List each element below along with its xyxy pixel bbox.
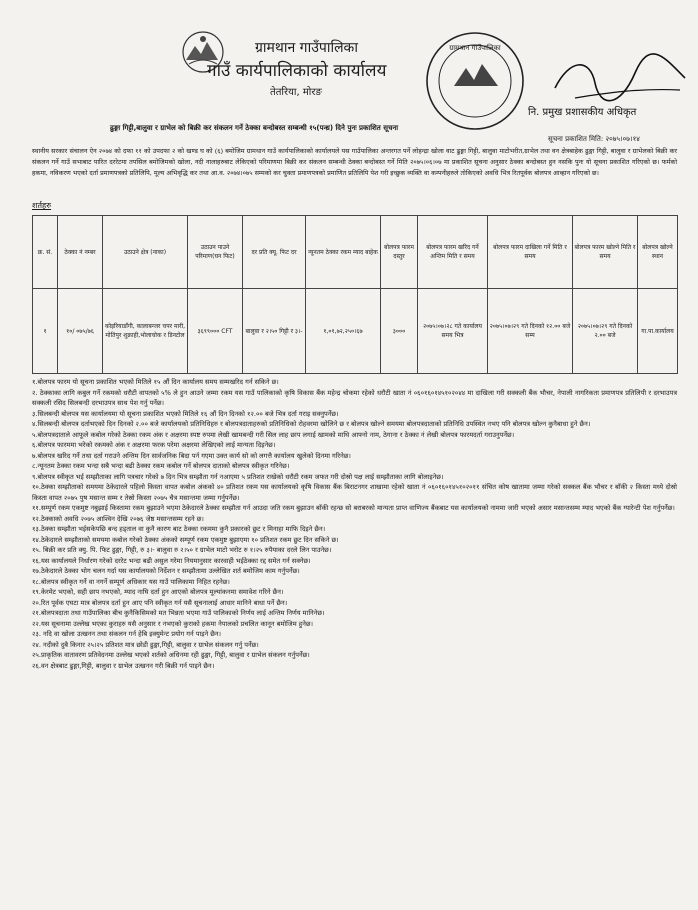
table-cell: २०७५।०७।२८ गते कार्यालय समय भित्र	[418, 289, 488, 374]
table-cell: २०७५।०७।२९ गते दिनको २.०० बजे	[573, 289, 638, 374]
terms-heading: शर्तहरु	[32, 201, 52, 210]
office-seal-stamp	[420, 26, 530, 136]
condition-item: १३.ठेक्का सम्झौता भईसकेपछि बन्द हड्ताल वा कुनै कारण बाट ठेक्का रकममा कुनै प्रकारको छुट र मिनाहा माफि दिइने छैन।	[32, 525, 326, 533]
table-header-cell: बोलपत्र फारम दस्तुर	[381, 216, 418, 289]
condition-item: १०.ठेक्का सम्झौताको समयमा ठेकेदारले पहिलो किस्ता वापत कबोल अंकको ४० प्रतिशत रकम यस कार्यालयको कृषि विकास बैंक बिराटनगर शाखामा रहेको खाता नं ०६०१६०१४५१०२०११ संचित कोष खातामा जम्मा गरेको सक्कल बैंक भौचर र बाँकी २ किस्ता मध्ये दोस्रो किस्ता वापत २०७५ पुष मसान्त सम्म र तेस्रो किस्ता २०७५ चैत्र मसान्तमा जम्मा गर्नुपर्नेछ।	[32, 483, 677, 502]
seal-text: ग्रामथान गाउँपालिका	[449, 44, 501, 52]
condition-item: ११.सम्पूर्ण रकम एकमुष्ट नबुझाई किस्तामा रकम बुझाउने भएमा ठेकेदारले ठेक्का सम्झौता गर्न आउदा जति रकम बुझाउन बाँकी रहन्छ सो बराबरको मान्यता प्राप्त वाणिज्य बैंकबाट यस कार्यालयको नाममा जारी भएको असार मसान्तसम्म म्याद भएको बैंक ग्यारेन्टी पेश गर्नुपर्नेछ।	[32, 504, 675, 512]
conditions-list	[32, 377, 677, 671]
table-header-cell: न्यूनतम ठेक्का रकम म्याद बाहेक	[306, 216, 381, 289]
table-cell: १०/ ०७५/७६	[58, 289, 103, 374]
publish-date: सूचना प्रकाशित मिति: २०७५।०७।१४	[548, 135, 640, 143]
table-header-cell: बोलपत्र खोल्ने स्थान	[638, 216, 678, 289]
table-cell: गा.पा.कार्यालय	[638, 289, 678, 374]
condition-item: २०.रित पूर्वक एघटा मात्र बोलपत्र दर्ता हुन आए पनि स्वीकृत गर्न यसै सूचनालाई आधार मानिने बाधा पर्ने छैन।	[32, 598, 288, 607]
table-cell: ३०००	[381, 289, 418, 374]
condition-item: २१.बोलपत्रदाता तथा गाउँपालिका बीच कुनैकिसिमको मत भिन्नता भएमा गाउँ पालिकाको निर्णय लाई अन्तिम निर्णय मानिनेछ।	[32, 609, 325, 617]
table-header-cell: बोलपत्र फारम दाखिला गर्ने मिति र समय	[488, 216, 573, 289]
condition-item: २३. नदि वा खोला उत्खनन तथा संकलन गर्न हेबि इक्युमेन्ट प्रयोग गर्न पाइने छैन।	[32, 630, 221, 638]
header-line-1: ग्रामथान गाउँपालिका	[255, 40, 358, 56]
condition-item: १८.बोलपत्र स्वीकृत गर्ने वा नगर्ने सम्पूर्ण अधिकार यस गाउँ पालिकामा निहित रहनेछ।	[32, 577, 230, 586]
table-body	[33, 289, 678, 374]
table-cell: १,०१,७२,२५०।६७	[306, 289, 381, 374]
condition-item: २५.प्राकृतिक वातावरण प्रतिवेदनमा उल्लेख भएको शर्तको अधिनमा रही ढुङ्गा, गिट्टी, बालुवा र ग्राभेल संकलन गर्नुपर्नेछ।	[32, 651, 310, 659]
table-header-row	[33, 216, 678, 289]
condition-item: ९.बोलपत्र स्वीकृत भई सम्झौताका लागि पत्रचार गरेको ७ दिन भित्र सम्झौता गर्न नआएमा ५ प्रतिशत राखेको धरौटी रकम जफत गरी दोस्रो पक्ष लाई सम्झौताका लागि बोलाइनेछ।	[32, 472, 444, 481]
table-header-cell: बोलपत्र फारम खोल्ने मिति र समय	[573, 216, 638, 289]
table-cell: २०७५।०७।२९ गते दिनको १२.०० बजे सम्म	[488, 289, 573, 374]
condition-item: १७.ठेकेदारले ठेक्का भोग चलन गर्दा यस कार्यालयको निर्देशन र सम्झौतामा उल्लेखित शर्त बमोजिम काम गर्नुपर्नेछ।	[32, 567, 300, 575]
table-row	[33, 289, 678, 374]
condition-item: ५.बोलपत्रदाताले आफूले कबोल गरेको ठेक्का रकम अंक र अक्षरमा स्पष्ट रुपमा लेखी खामबन्दी गरी सिल लाह छाप लगाई खामको माथि आफ्नो नाम, ठेगाना र ठेक्का नं लेखी बोलपत्र फारमदर्ता गराउनुपर्नेछ।	[32, 430, 515, 439]
condition-item: ४.सिलबन्दी बोलपत्र दर्ताभएको दिन दिनको २.०० बजे कार्यालयको प्रतिनिधिहरु र बोलपत्रदाताहरुको प्रतिनिधिको रोहवरमा खोलिने छ र बोलपत्र खोल्ने समयमा बोलपत्रदाताको प्रतिनिधि उपस्थित नभए पनि बोलपत्र खोल्न कुनैबाधा हुने छैन।	[32, 420, 591, 428]
table-cell: कोइरियाडाँगी, कालाबन्जर चपर मारी, मोतिपुर शुक्राही,भोलाचोक र डिनटोल	[103, 289, 188, 374]
officer-stamp: नि. प्रमुख प्रशासकीय अधिकृत	[528, 107, 637, 118]
condition-item: १६.यस कार्यालयले निर्धारण गरेको दररेट भन्दा बढी असुल गरेमा नियमानुसार कारवाही भईठेक्का रद्द समेत गर्न सक्नेछ।	[32, 556, 311, 565]
intro-paragraph: स्थानीय सरकार संचालन ऐन २०७४ को दफा ११ को उपदफा २ को खण्ड घ को (६) बमोजिम ग्रामथान गाउँ कार्यपालिकाको कार्यालयले यस गाउँपालिका अन्तरगत पर्ने लोहन्द्रा खोला वाट ढुङ्गा गिट्टी, बालुवा माटोभरीत,ग्राभेल तथा वन क्षेत्रबाहेक ढुङ्गा गिट्टी, बालुवा र ग्राभेलको बिक्री कर संकलन गर्ने गाउँ सभाबाट पारित दररेटमा तपसिल बमोजिमको खोला, नदी नालाहरुबाट लेकिएको परिमाणमा बिक्री कर संकलन सम्बन्धी ठेक्का बन्दोबस्त गर्ने मिति २०७५।०६।०७ मा प्रकाशित सूचना अनुसार ठेक्का बन्दोबस्त हुन नसकि पुनः यो सूचना प्रकाशित गरिएको छ। फर्मको हकमा, नविकरण भएको दर्ता प्रमाणपत्रको प्रतिलिपि, मूल्य अभिवृद्धि कर तथा आ.व. २०७४।०७५ सम्मको कर चुक्ता प्रमाणपत्रको प्रमाणित प्रतिलिपि पेश गरी इच्छुक व्यक्ति वा कम्पनीहरुले तोकिएको अवधि भित्र रितपूर्वक बोलपत्र आव्हान गरिएको छ।	[32, 147, 677, 177]
condition-item: १९.केरमेट भएको, सही छाप नभएको, म्याद नाघि दर्ता हुन आएको बोलपत्र मूल्यांकनमा समावेश गरिने छैन।	[32, 588, 284, 596]
condition-item: ८.न्यूनतम ठेक्का रकम भन्दा सबै भन्दा बढी ठेक्का रकम कबोल गर्ने बोलपत्र दाताको बोलपत्र स्वीकृत गरिनेछ।	[32, 462, 290, 470]
condition-item: २. ठेक्काका लागि कबुल गर्ने रकमको धरौटी वापतको ५% ले हुन आउने जम्मा रकम यस गाउँ पालिकाको कृषि विकास बैंक महेन्द्र चोकमा रहेको धरौटी खाता नं ०६०१६०१४५१०२०४४ मा दाखिला गरी सक्कली बैंक भौचर, नेपाली नागरिकता प्रमाणपत्र प्रतिलिपी र दरभाउपत्र सक्कली रसिद सिलबन्दी दरभाउपत्र साथ पेश गर्नु पर्नेछ।	[32, 388, 677, 407]
header-line-3: तेतरिया, मोरङ	[270, 87, 322, 98]
condition-item: ३.सिलबन्दी बोलपत्र यस कार्यालयमा यो सूचना प्रकाशित भएको मितिले १६ औं दिन दिनको १२.०० बजे भित्र दर्ता गराइ सक्नुपर्नेछ।	[32, 409, 339, 418]
condition-item: १५. बिक्री कर प्रति क्यु. पि. फिट ढुङ्गा, गिट्टी, रु ३।- बालुवा रु २।५० र ग्राभेल माटो भरोट रु १।२५ रुपैयाका दरले लिन पाउनेछ।	[32, 546, 332, 554]
table-header-cell: क्र. सं.	[33, 216, 58, 289]
table-header-cell: उठाउने क्षेत्र (नाका)	[103, 216, 188, 289]
condition-item: १.बोलपत्र फारम यो सूचना प्रकाशित भएको मितिले १५ औं दिन कार्यालय समय सम्मखरिद गर्न सकिने छ।	[32, 378, 279, 386]
table-cell: बालुवा र २।५० गिट्टी र ३।-	[243, 289, 306, 374]
table-cell: ३६९९००० CFT	[188, 289, 243, 374]
table-header-cell: बोलपत्र फारम खरिद गर्ने अन्तिम मिति र समय	[418, 216, 488, 289]
table-header-cell: उठाउन पाउने परिमाण(घन फिट)	[188, 216, 243, 289]
condition-item: १२.ठेक्काको अवधि २०७५ आश्विन देखि २०७६ जेष्ठ मसान्तसम्म रहने छ।	[32, 514, 204, 523]
condition-item: २६.वन क्षेत्रबाट ढुङ्गा,गिट्टी, बालुवा र ग्राभेल उत्खनन गरी बिक्री गर्न पाइने छैन।	[32, 661, 215, 670]
condition-item: ६.बोलपत्र फारममा भरेको रकमको अंक र अक्षरमा फरक परेमा अक्षरमा लेखिएको लाई मान्यता दिइनेछ।	[32, 441, 276, 449]
notice-title: ढुङ्गा गिट्टी,बालुवा र ग्राभेल को बिक्री कर संकलन गर्ने ठेक्का बन्दोबस्त सम्बन्धी १५(पन्ध्र) दिने पुनः प्रकाशित सूचना	[110, 124, 399, 132]
table-header-cell: ठेक्का नं नम्बर	[58, 216, 103, 289]
table-cell: १	[33, 289, 58, 374]
table-header-cell: दर प्रति क्यू. फिट दर	[243, 216, 306, 289]
condition-item: ७.बोलपत्र खरिद गर्ने तथा दर्ता गराउने अन्तिम दिन सार्वजनिक बिदा पर्न गएमा उक्त कार्य सो को लगत्तै कार्यालय खुलेको दिनमा गरिनेछ।	[32, 451, 351, 460]
header-line-2: गाउँ कार्यपालिकाको कार्यालय	[207, 61, 387, 81]
condition-item: २४. नदीको दुबै किनार २५।२५ प्रतिशत मात्र छोडी ढुङ्गा,गिट्टी, बालुवा र ग्राभेल संकलन गर्नु पर्नेछ।	[32, 640, 259, 649]
condition-item: १४.ठेकेदारले सम्झौताको समयमा कबोल गरेको ठेक्का अंकको सम्पूर्ण रकम एकमुष्ट बुझाएमा १० प्रतिशत रकम छुट दिन सकिने छ।	[32, 535, 339, 544]
tender-table	[32, 215, 678, 374]
condition-item: २२.यस सूचनामा उल्लेख भएका कुराहरु यसै अनुसार र नभएको कुराको हकमा नेपालको प्रचलित कानून बमोजिम हुनेछ।	[32, 619, 314, 628]
